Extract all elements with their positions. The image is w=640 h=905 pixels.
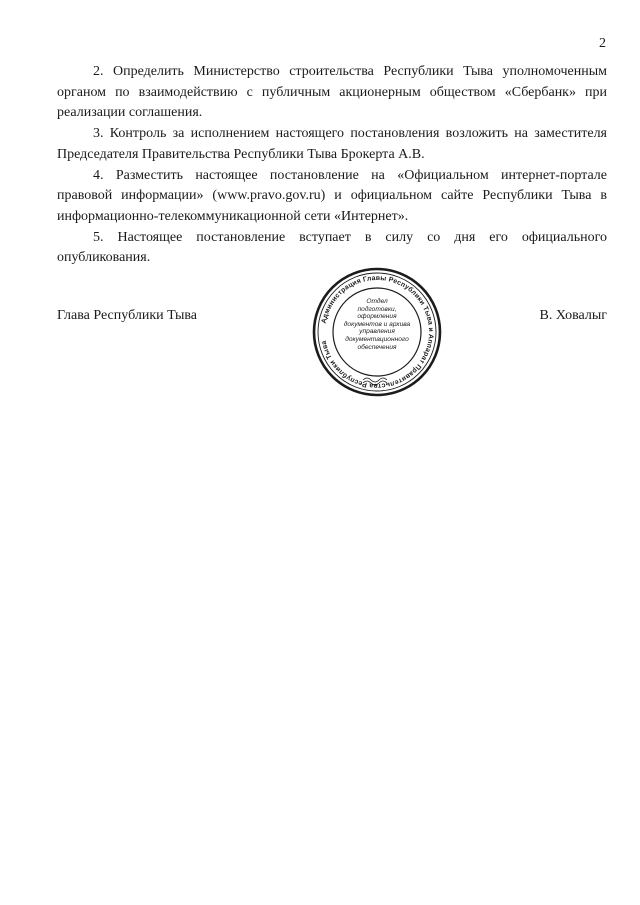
signer-name: В. Ховалыг: [539, 308, 607, 323]
seal-line-7: обеспечения: [357, 343, 397, 351]
page-number: 2: [599, 36, 606, 51]
paragraph-item-2: 2. Определить Министерство строительства Республики Тыва уполномоченным органом по взаимодействию с публичным акционерным обществом «Сбербанк» при реализации соглашения.: [57, 64, 607, 121]
seal-line-6: документационного: [345, 335, 409, 343]
paragraph-item-3: 3. Контроль за исполнением настоящего постановления возложить на заместителя Председателя Правительства Республики Тыва Брокерта А.В.: [57, 126, 607, 162]
seal-ring-text: Администрация Главы Республики Тыва и Аппарат Правительства Республики Тыва: [320, 274, 435, 390]
seal-line-4: документов и архива: [343, 320, 411, 328]
seal-line-5: управления: [359, 328, 395, 336]
seal-line-3: оформления: [357, 313, 397, 321]
seal-line-1: Отдел: [366, 298, 388, 305]
paragraph-item-4: 4. Разместить настоящее постановление на «Официальном интернет-портале правовой информации» (www.pravo.gov.ru) и официальном сайте Республики Тыва в информационно-телекоммуникационной сети «Интернет».: [57, 167, 607, 224]
seal-center-text: [337, 298, 417, 351]
document-body: [57, 62, 607, 269]
seal-line-2: подготовки,: [357, 305, 397, 313]
signer-title: Глава Республики Тыва: [57, 308, 198, 323]
paragraph-item-5: 5. Настоящее постановление вступает в силу со дня его официального опубликования.: [57, 229, 607, 266]
official-seal: [311, 266, 443, 398]
